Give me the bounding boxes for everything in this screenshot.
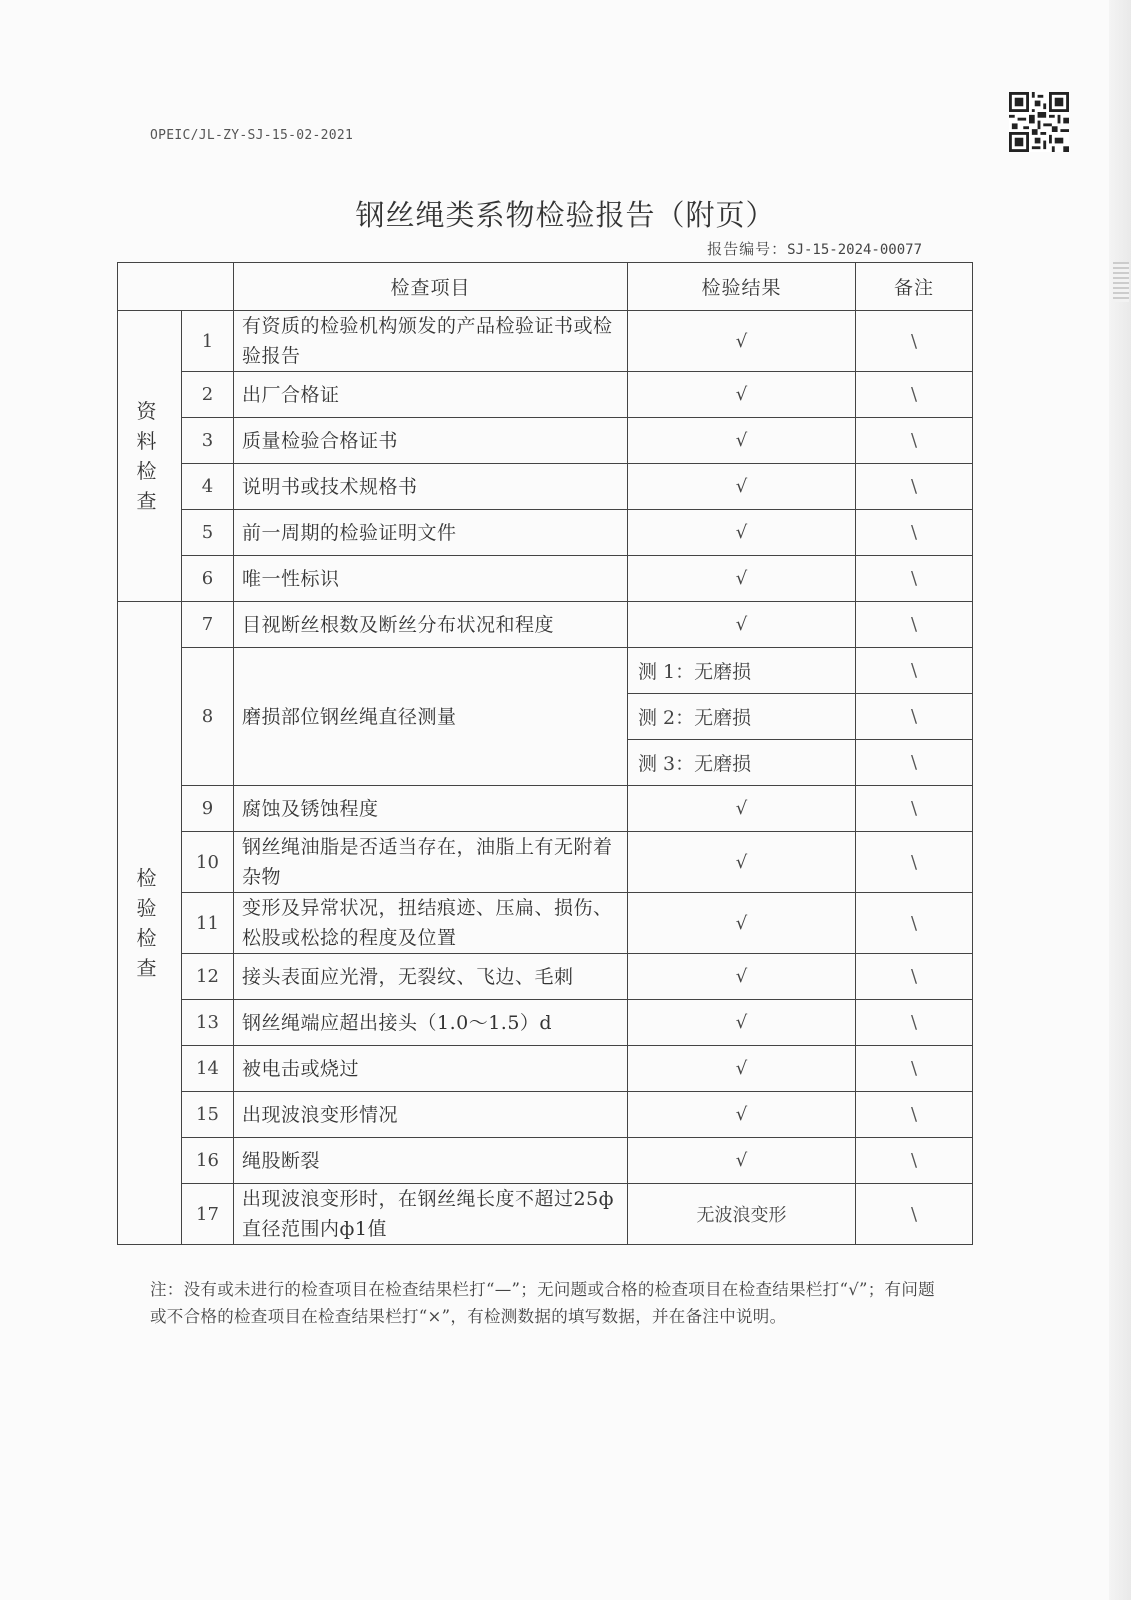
- row-number: 17: [182, 1184, 234, 1245]
- report-number: [707, 238, 922, 259]
- category-docs: [118, 311, 182, 602]
- row-number: 10: [182, 832, 234, 893]
- row-remark: \: [856, 510, 973, 556]
- row-result: √: [628, 556, 856, 602]
- row-result: √: [628, 786, 856, 832]
- row-remark: \: [856, 418, 973, 464]
- row-result: √: [628, 510, 856, 556]
- row-remark: \: [856, 740, 973, 786]
- header-blank-cell: [118, 263, 234, 311]
- row-remark: \: [856, 1184, 973, 1245]
- row-item: 变形及异常状况，扭结痕迹、压扁、损伤、松股或松捻的程度及位置: [234, 893, 628, 954]
- row-item: 绳股断裂: [234, 1138, 628, 1184]
- category-docs-label: 资料检查: [136, 399, 163, 513]
- row-item: 钢丝绳端应超出接头（1.0～1.5）d: [234, 1000, 628, 1046]
- report-number-label: 报告编号：: [707, 240, 788, 258]
- scan-edge: [1109, 0, 1131, 1600]
- row-number: 14: [182, 1046, 234, 1092]
- row-item: 出现波浪变形情况: [234, 1092, 628, 1138]
- table-row: [118, 372, 973, 418]
- row-number: 9: [182, 786, 234, 832]
- table-row: [118, 311, 973, 372]
- row-remark: \: [856, 786, 973, 832]
- row-subresult: 测 2：无磨损: [628, 694, 856, 740]
- row-number: 12: [182, 954, 234, 1000]
- row-number: 1: [182, 311, 234, 372]
- row-remark: \: [856, 893, 973, 954]
- row-number: 5: [182, 510, 234, 556]
- row-remark: \: [856, 1046, 973, 1092]
- table-row: [118, 893, 973, 954]
- row-number: 13: [182, 1000, 234, 1046]
- document-code: OPEIC/JL-ZY-SJ-15-02-2021: [150, 128, 354, 143]
- row-result: √: [628, 372, 856, 418]
- row-item: 有资质的检验机构颁发的产品检验证书或检验报告: [234, 311, 628, 372]
- row-result: √: [628, 1000, 856, 1046]
- row-remark: \: [856, 694, 973, 740]
- row-item: 腐蚀及锈蚀程度: [234, 786, 628, 832]
- row-item: 说明书或技术规格书: [234, 464, 628, 510]
- row-number: 16: [182, 1138, 234, 1184]
- row-remark: \: [856, 1092, 973, 1138]
- row-item: 质量检验合格证书: [234, 418, 628, 464]
- row-remark: \: [856, 1138, 973, 1184]
- qr-code: [1009, 92, 1069, 152]
- row-item: 唯一性标识: [234, 556, 628, 602]
- row-result: √: [628, 418, 856, 464]
- row-item: 接头表面应光滑，无裂纹、飞边、毛刺: [234, 954, 628, 1000]
- row-number: 4: [182, 464, 234, 510]
- row-item: 前一周期的检验证明文件: [234, 510, 628, 556]
- row-number: 3: [182, 418, 234, 464]
- table-row: [118, 832, 973, 893]
- row-subresult: 测 3：无磨损: [628, 740, 856, 786]
- inspection-table: [117, 262, 973, 1245]
- row-subresult: 测 1：无磨损: [628, 648, 856, 694]
- row-number: 15: [182, 1092, 234, 1138]
- row-item: 出厂合格证: [234, 372, 628, 418]
- row-remark: \: [856, 602, 973, 648]
- row-result: √: [628, 832, 856, 893]
- table-row: [118, 556, 973, 602]
- row-result: √: [628, 1046, 856, 1092]
- table-row: [118, 510, 973, 556]
- category-inspection-label: 检验检查: [136, 866, 163, 980]
- row-result: √: [628, 1092, 856, 1138]
- row-number: 7: [182, 602, 234, 648]
- table-row: [118, 954, 973, 1000]
- table-row: [118, 418, 973, 464]
- table-row: [118, 464, 973, 510]
- row-number: 2: [182, 372, 234, 418]
- row-remark: \: [856, 372, 973, 418]
- table-row: [118, 1184, 973, 1245]
- row-result: √: [628, 602, 856, 648]
- row-result: √: [628, 311, 856, 372]
- table-row: [118, 648, 973, 694]
- category-inspection: [118, 602, 182, 1245]
- row-result: 无波浪变形: [628, 1184, 856, 1245]
- table-header-row: [118, 263, 973, 311]
- report-number-value: SJ-15-2024-00077: [787, 242, 922, 258]
- row-item: 钢丝绳油脂是否适当存在，油脂上有无附着杂物: [234, 832, 628, 893]
- table-row: [118, 602, 973, 648]
- row-result: √: [628, 464, 856, 510]
- row-number: 6: [182, 556, 234, 602]
- header-remark: 备注: [856, 263, 973, 311]
- table-row: [118, 1092, 973, 1138]
- row-remark: \: [856, 954, 973, 1000]
- row-result: √: [628, 893, 856, 954]
- table-row: [118, 786, 973, 832]
- row-item: 出现波浪变形时，在钢丝绳长度不超过25ф直径范围内ф1值: [234, 1184, 628, 1245]
- scan-edge-mark: [1113, 262, 1129, 302]
- header-result: 检验结果: [628, 263, 856, 311]
- header-item: 检查项目: [234, 263, 628, 311]
- row-item: 磨损部位钢丝绳直径测量: [234, 648, 628, 786]
- report-title: 钢丝绳类系物检验报告（附页）: [355, 198, 776, 232]
- row-remark: \: [856, 648, 973, 694]
- row-remark: \: [856, 832, 973, 893]
- row-remark: \: [856, 556, 973, 602]
- row-remark: \: [856, 1000, 973, 1046]
- row-number: 8: [182, 648, 234, 786]
- row-result: √: [628, 1138, 856, 1184]
- row-number: 11: [182, 893, 234, 954]
- row-result: √: [628, 954, 856, 1000]
- footnote: 注：没有或未进行的检查项目在检查结果栏打“—”；无问题或合格的检查项目在检查结果栏打“√”；有问题或不合格的检查项目在检查结果栏打“×”，有检测数据的填写数据，并在备注中说明。: [150, 1280, 935, 1326]
- row-remark: \: [856, 464, 973, 510]
- table-row: [118, 1046, 973, 1092]
- row-item: 目视断丝根数及断丝分布状况和程度: [234, 602, 628, 648]
- table-row: [118, 1000, 973, 1046]
- row-remark: \: [856, 311, 973, 372]
- row-item: 被电击或烧过: [234, 1046, 628, 1092]
- table-row: [118, 1138, 973, 1184]
